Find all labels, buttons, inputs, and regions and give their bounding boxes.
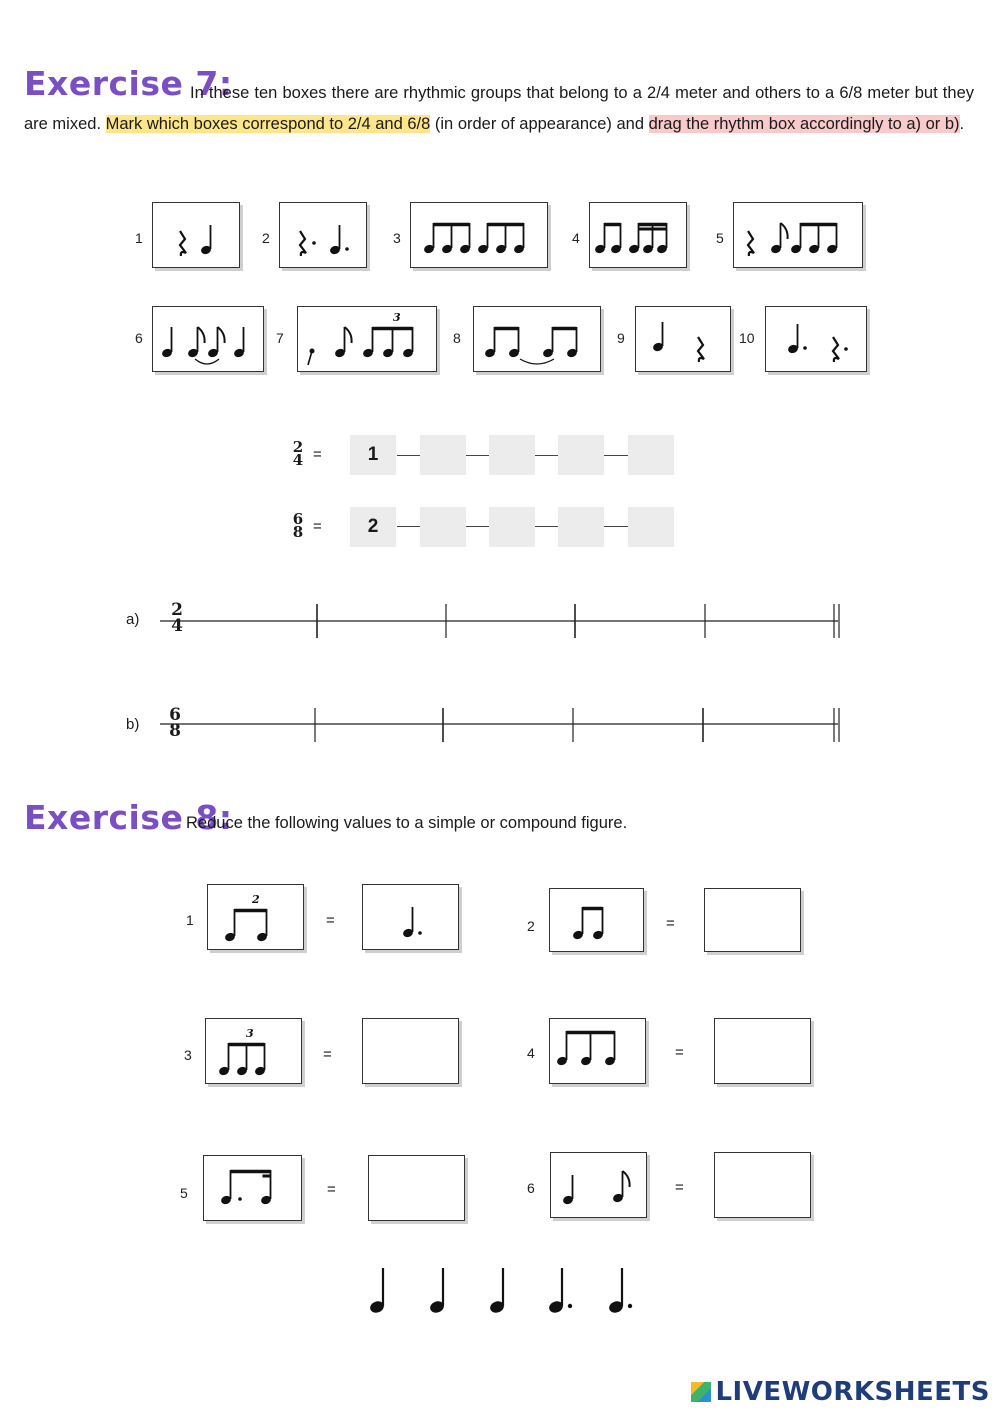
answer-6-8-slot-2[interactable] <box>420 507 466 547</box>
item-4-answer[interactable] <box>714 1018 811 1084</box>
triplet-eighths-icon <box>206 1019 303 1085</box>
rhythm-box-9[interactable] <box>635 306 731 372</box>
quarter-note-quarter-rest-icon <box>636 307 732 373</box>
item-5-box <box>203 1155 302 1221</box>
two-beamed-eighth-triplets-icon <box>411 203 549 269</box>
equals-sign: = <box>326 912 335 929</box>
rhythm-box-6[interactable] <box>152 306 264 372</box>
equals-sign: = <box>666 915 675 932</box>
item-4-number: 4 <box>527 1045 535 1061</box>
svg-text:3: 3 <box>246 1027 254 1040</box>
answer-2-4-slot-5[interactable] <box>628 435 674 475</box>
exercise-8-instruction: Reduce the following values to a simple or compound figure. <box>186 814 628 832</box>
intro-highlight-drag: drag the rhythm box accordingly to a) or b) <box>648 115 960 133</box>
rhythm-box-7-number: 7 <box>276 330 284 346</box>
dotted-quarter-icon[interactable] <box>548 1268 573 1315</box>
rhythm-box-1[interactable] <box>152 202 240 268</box>
dash <box>535 455 559 456</box>
item-3-box <box>205 1018 302 1084</box>
dash <box>604 526 628 527</box>
rhythm-box-4[interactable] <box>589 202 687 268</box>
rhythm-box-2-number: 2 <box>262 230 270 246</box>
three-eighths-icon <box>550 1019 647 1085</box>
quarter-tied-eighths-quarter-icon <box>153 307 265 373</box>
staff-b[interactable] <box>160 705 850 747</box>
draggable-notes <box>360 1262 650 1322</box>
item-2-box <box>549 888 644 952</box>
meter-2-4-symbol: 2 4 <box>292 438 304 469</box>
dash <box>466 526 490 527</box>
quarter-note-icon[interactable] <box>369 1268 386 1315</box>
item-1-answer <box>362 884 459 950</box>
rhythm-box-4-number: 4 <box>572 230 580 246</box>
answer-2-4-slot-1: 1 <box>350 435 396 475</box>
staff-b-meter: 6 8 <box>169 705 181 741</box>
dotted-quarter-dotted-rest-icon <box>766 307 868 373</box>
equals-sign: = <box>323 1046 332 1063</box>
meter-6-8-symbol: 6 8 <box>292 510 304 541</box>
rhythm-box-9-number: 9 <box>617 330 625 346</box>
rest-eighth-beamed-eighths-icon <box>734 203 864 269</box>
exercise-7-instructions <box>24 78 974 140</box>
two-eighths-icon <box>550 889 645 953</box>
item-6-number: 6 <box>527 1180 535 1196</box>
intro-text-1: In these ten boxes there are rhythmic groups that belong to a 2/4 meter and others to a 6/8 meter but they are mixed. <box>24 84 974 133</box>
rhythm-box-5-number: 5 <box>716 230 724 246</box>
eighth-rest-eighth-triplet-icon <box>298 307 438 373</box>
rhythm-box-5[interactable] <box>733 202 863 268</box>
equals-sign: = <box>675 1179 684 1196</box>
equals-sign: = <box>313 518 322 535</box>
rhythm-box-3-number: 3 <box>393 230 401 246</box>
equals-sign: = <box>675 1044 684 1061</box>
item-6-box <box>550 1152 647 1218</box>
svg-text:3: 3 <box>393 311 401 324</box>
answer-2-4-slot-4[interactable] <box>558 435 604 475</box>
rhythm-box-2[interactable] <box>279 202 367 268</box>
staff-b-label: b) <box>126 716 140 733</box>
dash <box>397 455 421 456</box>
rhythm-box-8-number: 8 <box>453 330 461 346</box>
dotted-quarter-icon[interactable] <box>608 1268 633 1315</box>
rhythm-box-6-number: 6 <box>135 330 143 346</box>
rhythm-box-10[interactable] <box>765 306 867 372</box>
staff-a[interactable] <box>160 600 850 642</box>
rhythm-box-10-number: 10 <box>739 330 755 346</box>
quarter-note-icon[interactable] <box>489 1268 506 1315</box>
intro-highlight-mark: Mark which boxes correspond to 2/4 and 6/8 <box>105 115 431 133</box>
intro-text-3: . <box>959 115 965 133</box>
item-2-answer[interactable] <box>704 888 801 952</box>
equals-sign: = <box>313 446 322 463</box>
answer-6-8-slot-4[interactable] <box>558 507 604 547</box>
item-5-number: 5 <box>180 1185 188 1201</box>
tied-beamed-eighths-icon <box>474 307 602 373</box>
dotted-quarter-icon <box>363 885 460 951</box>
dash <box>397 526 421 527</box>
answer-6-8-slot-3[interactable] <box>489 507 535 547</box>
rhythm-box-8[interactable] <box>473 306 601 372</box>
answer-6-8-slot-1: 2 <box>350 507 396 547</box>
item-3-number: 3 <box>184 1047 192 1063</box>
liveworksheets-logo-icon <box>691 1382 711 1402</box>
equals-sign: = <box>327 1181 336 1198</box>
answer-2-4-slot-3[interactable] <box>489 435 535 475</box>
exercise-7-title: Exercise 7: <box>24 64 233 103</box>
rhythm-box-1-number: 1 <box>135 230 143 246</box>
item-1-box <box>207 884 304 950</box>
liveworksheets-logo: LIVEWORKSHEETS <box>691 1377 990 1407</box>
dash <box>535 526 559 527</box>
dash <box>604 455 628 456</box>
staff-a-meter: 2 4 <box>171 600 183 636</box>
answer-2-4-slot-2[interactable] <box>420 435 466 475</box>
dotted-rest-dotted-quarter-icon <box>280 203 368 269</box>
rhythm-box-7[interactable] <box>297 306 437 372</box>
rhythm-box-3[interactable] <box>410 202 548 268</box>
quarter-note-icon[interactable] <box>429 1268 446 1315</box>
exercise-8-title: Exercise 8: <box>24 798 233 837</box>
svg-text:2: 2 <box>252 893 260 906</box>
dotted-eighth-sixteenth-icon <box>204 1156 303 1222</box>
quarter-rest-quarter-note-icon <box>153 203 241 269</box>
item-6-answer[interactable] <box>714 1152 811 1218</box>
item-3-answer[interactable] <box>362 1018 459 1084</box>
answer-6-8-slot-5[interactable] <box>628 507 674 547</box>
duplet-eighths-icon <box>208 885 305 951</box>
item-4-box <box>549 1018 646 1084</box>
dash <box>466 455 490 456</box>
intro-text-2: (in order of appearance) and <box>430 115 649 133</box>
quarter-eighth-icon <box>551 1153 648 1219</box>
eighths-and-sixteenths-icon <box>590 203 688 269</box>
item-2-number: 2 <box>527 918 535 934</box>
item-5-answer[interactable] <box>368 1155 465 1221</box>
item-1-number: 1 <box>186 912 194 928</box>
staff-a-label: a) <box>126 611 140 628</box>
